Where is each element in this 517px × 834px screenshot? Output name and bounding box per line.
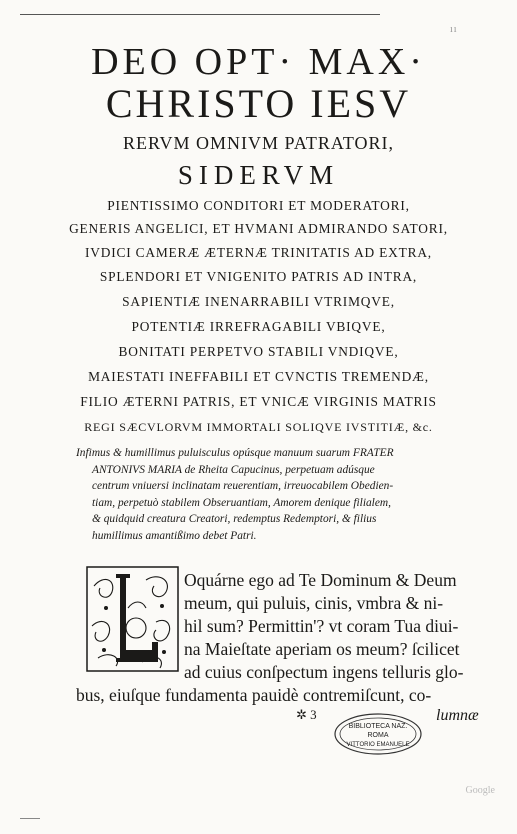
dedication-line: BONITATI PERPETVO STABILI VNDIQVE, — [118, 344, 399, 359]
decorated-initial-l — [86, 566, 179, 672]
margin-mark: ıı — [450, 24, 458, 35]
dedication-name: CHRISTO IESV — [105, 81, 412, 126]
signature-mark: ✲ 3 — [296, 707, 317, 722]
body-line: hil sum? Permittin'? vt coram Tua diui- — [184, 616, 459, 636]
dedication-line: SPLENDORI ET VNIGENITO PATRIS AD INTRA, — [99, 269, 418, 284]
stamp-text-bottom: VITTORIO EMANUELE — [346, 742, 410, 748]
offering-line: & quidquid creatura Creatori, redemptus Redemptori, & filius — [92, 513, 377, 525]
top-rule — [20, 14, 380, 15]
offering-line: humillimus amantißimo debet Patri. — [92, 529, 257, 542]
dedication-line: REGI SÆCVLORVM IMMORTALI SOLIQVE IVSTITIÆ, &c. — [84, 420, 433, 434]
digitization-mark: Google — [465, 785, 495, 796]
catchword: lumnæ — [436, 707, 479, 724]
body-line: ad cuius conſpectum ingens telluris glo- — [184, 662, 464, 682]
dedication-line: PIENTISSIMO CONDITORI ET MODERATORI, — [107, 198, 410, 213]
offering-paragraph — [76, 445, 486, 544]
dedication-line: SAPIENTIÆ INENARRABILI VTRIMQVE, — [122, 294, 395, 309]
offering-line: centrum vniuersi inclinatam reuerentiam, irreuocabilem Obedien- — [92, 480, 394, 492]
body-line: na Maieſtate aperiam os meum? ſcilicet — [184, 639, 460, 659]
bottom-rule — [20, 818, 40, 819]
dedication-rerum: RERVM OMNIVM PATRATORI, — [122, 133, 395, 153]
stamp-text-middle: ROMA — [367, 732, 389, 739]
offering-line: tiam, perpetuò stabilem Obseruantiam, Amorem denique filialem, — [92, 496, 391, 509]
offering-line: Infimus & humillimus puluisculus opúsque manuum suarum FRATER — [76, 447, 394, 459]
dedication-line: MAIESTATI INEFFABILI ET CVNCTIS TREMENDÆ, — [88, 369, 429, 384]
body-line: bus, eiuſque fundamenta pauidè contremiſcunt, co- — [76, 685, 432, 705]
dedication-line: GENERIS ANGELICI, ET HVMANI ADMIRANDO SATORI, — [69, 221, 448, 236]
body-line: Oquárne ego ad Te Dominum & Deum — [184, 570, 457, 590]
dedication-siderum: SIDERVM — [177, 160, 340, 190]
dedication-line: IVDICI CAMERÆ ÆTERNÆ TRINITATIS AD EXTRA, — [85, 245, 432, 260]
stamp-text-top: BIBLIOTECA NAZ. — [348, 723, 408, 730]
offering-line: ANTONIVS MARIA de Rheita Capucinus, perpetuam adúsque — [92, 463, 375, 476]
library-stamp — [333, 712, 423, 756]
page-footer — [0, 707, 517, 727]
dedication-line: POTENTIÆ IRREFRAGABILI VBIQVE, — [131, 319, 386, 334]
body-line: meum, qui puluis, cinis, vmbra & ni- — [184, 593, 444, 613]
dedication-title: DEO OPT· MAX· — [91, 41, 426, 83]
dedication-line: FILIO ÆTERNI PATRIS, ET VNICÆ VIRGINIS MATRIS — [80, 394, 437, 409]
